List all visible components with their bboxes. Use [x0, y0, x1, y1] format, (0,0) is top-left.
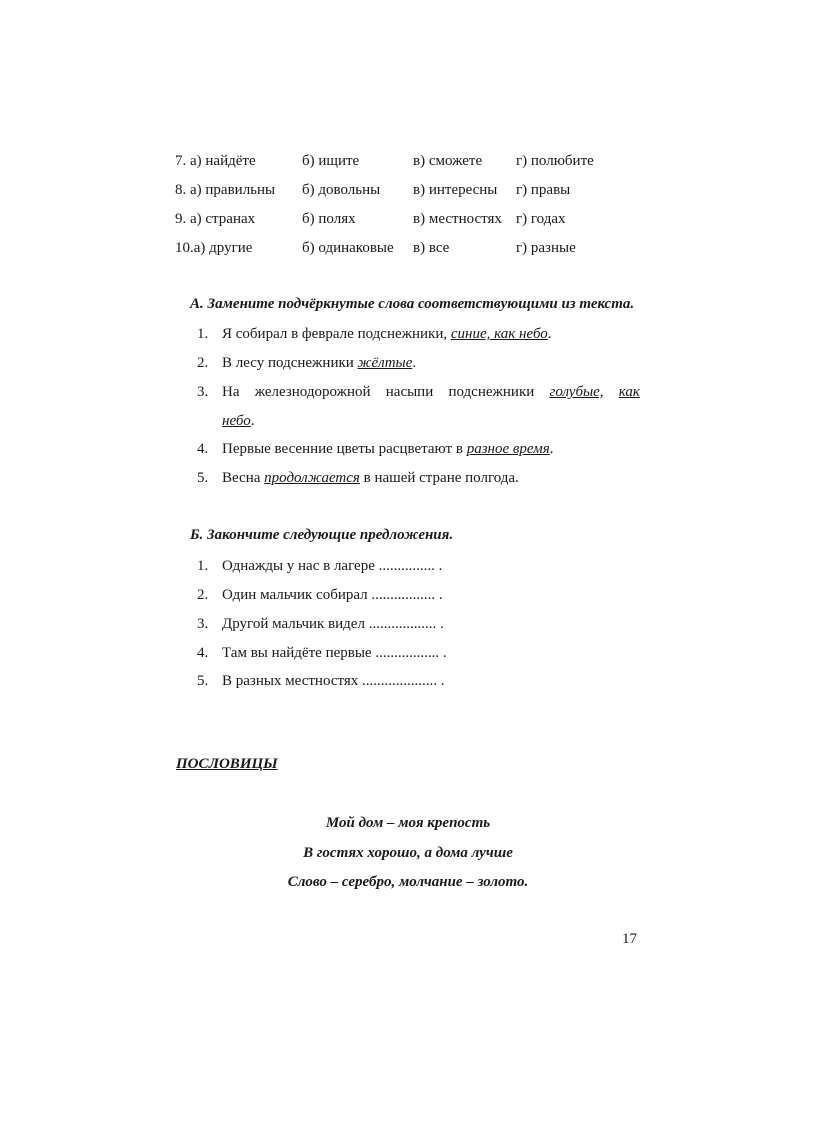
item-suffix: .: [412, 355, 417, 371]
item-word: железнодорожной: [254, 384, 371, 400]
proverb-line: Мой дом – моя крепость: [325, 815, 491, 831]
option-c: в) сможете: [413, 153, 483, 169]
item-number: 3.: [197, 616, 209, 632]
item-suffix: .: [549, 441, 554, 457]
item-number: 4.: [197, 441, 209, 457]
item-number: 1.: [197, 558, 209, 574]
option-c: в) интересны: [413, 182, 498, 198]
item-number: 2.: [197, 587, 209, 603]
list-item: [222, 381, 640, 403]
option-b: б) довольны: [302, 182, 381, 198]
list-item-continuation: [222, 410, 255, 432]
option-d: г) полюбите: [516, 153, 594, 169]
item-number: 5.: [197, 470, 209, 486]
page-number: 17: [622, 931, 637, 947]
item-word: насыпи: [385, 384, 434, 400]
option-d: г) правы: [516, 182, 571, 198]
item-text: Первые весенние цветы расцветают в: [222, 441, 467, 457]
item-number: 2.: [197, 355, 209, 371]
section-b-title: Б. Закончите следующие предложения.: [190, 527, 454, 543]
item-word: подснежники: [448, 384, 535, 400]
item-suffix: в нашей стране полгода.: [359, 470, 519, 486]
option-a: 10.а) другие: [175, 240, 253, 256]
list-item: Там вы найдёте первые ................. .: [222, 645, 447, 661]
item-number: 4.: [197, 645, 209, 661]
list-item: Один мальчик собирал ................. .: [222, 587, 443, 603]
item-number: 1.: [197, 326, 209, 342]
option-c: в) все: [413, 240, 450, 256]
list-item: [222, 438, 553, 460]
option-b: б) ищите: [302, 153, 360, 169]
proverb-line: В гостях хорошо, а дома лучше: [303, 845, 513, 861]
underlined-phrase: как: [618, 384, 640, 400]
item-word: На: [222, 384, 240, 400]
underlined-phrase: синие, как небо: [450, 326, 548, 342]
option-d: г) годах: [516, 211, 566, 227]
item-text: Весна: [222, 470, 265, 486]
list-item: [222, 352, 416, 374]
underlined-phrase: голубые,: [549, 384, 604, 400]
list-item: [222, 323, 552, 345]
section-a-title: А. Замените подчёркнутые слова соответствующими из текста.: [190, 296, 635, 312]
item-suffix: .: [250, 413, 255, 429]
item-text: Я собирал в феврале подснежники,: [222, 326, 451, 342]
item-number: 3.: [197, 384, 209, 400]
option-b: б) полях: [302, 211, 356, 227]
item-text: В лесу подснежники: [222, 355, 358, 371]
item-number: 5.: [197, 673, 209, 689]
option-a: 7. а) найдёте: [175, 153, 256, 169]
option-a: 8. а) правильны: [175, 182, 276, 198]
underlined-phrase: разное время: [466, 441, 550, 457]
underlined-phrase: небо: [222, 413, 251, 429]
item-suffix: .: [547, 326, 552, 342]
option-c: в) местностях: [413, 211, 502, 227]
option-b: б) одинаковые: [302, 240, 394, 256]
list-item: [222, 467, 519, 489]
proverbs-title: ПОСЛОВИЦЫ: [176, 756, 278, 772]
list-item: Другой мальчик видел .................. .: [222, 616, 444, 632]
proverb-line: Слово – серебро, молчание – золото.: [287, 874, 529, 890]
option-a: 9. а) странах: [175, 211, 256, 227]
underlined-phrase: продолжается: [264, 470, 360, 486]
list-item: Однажды у нас в лагере ............... .: [222, 558, 443, 574]
list-item: В разных местностях .................... .: [222, 673, 445, 689]
underlined-phrase: жёлтые: [357, 355, 413, 371]
option-d: г) разные: [516, 240, 576, 256]
